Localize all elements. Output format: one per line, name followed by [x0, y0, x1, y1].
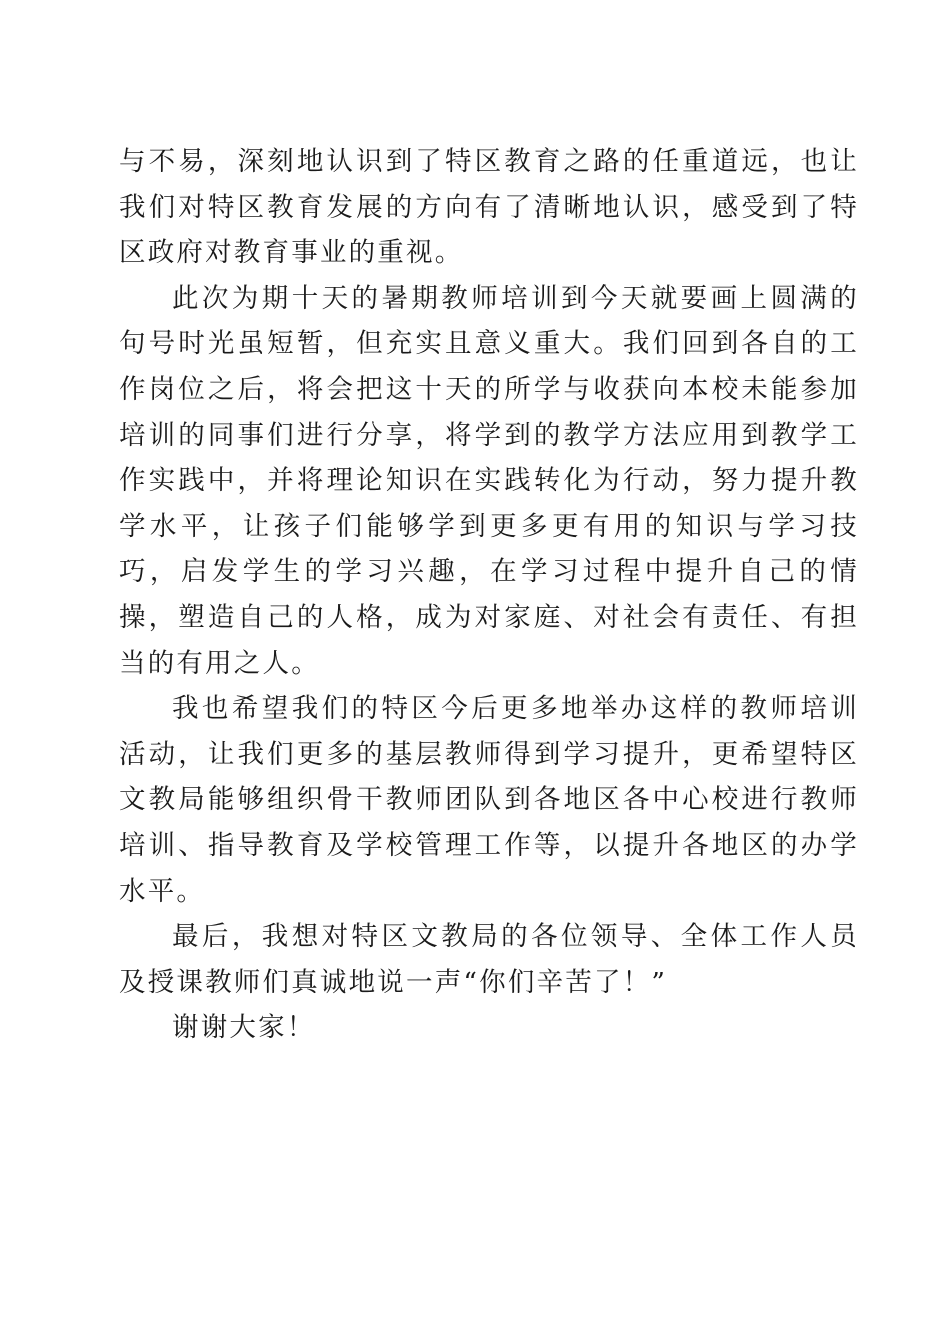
paragraph-continuation: 与不易，深刻地认识到了特区教育之路的任重道远，也让我们对特区教育发展的方向有了清晰地认识，感受到了特区政府对教育事业的重视。	[119, 146, 859, 269]
paragraph-future-hope: 我也希望我们的特区今后更多地举办这样的教师培训活动，让我们更多的基层教师得到学习提升，更希望特区文教局能够组织骨干教师团队到各地区各中心校进行教师培训、指导教育及学校管理工作等，以提升各地区的办学水平。	[119, 693, 859, 907]
paragraph-closing: 谢谢大家！	[172, 1012, 316, 1044]
paragraph-training-summary: 此次为期十天的暑期教师培训到今天就要画上圆满的句号时光虽短暂，但充实且意义重大。我们回到各自的工作岗位之后，将会把这十天的所学与收获向本校未能参加培训的同事们进行分享，将学到的教学方法应用到教学工作实践中，并将理论知识在实践转化为行动，努力提升教学水平，让孩子们能够学到更多更有用的知识与学习技巧，启发学生的学习兴趣，在学习过程中提升自己的情操，塑造自己的人格，成为对家庭、对社会有责任、有担当的有用之人。	[119, 282, 859, 679]
paragraph-thanks-staff: 最后，我想对特区文教局的各位领导、全体工作人员及授课教师们真诚地说一声“你们辛苦了！”	[119, 921, 859, 998]
document-body	[119, 139, 859, 1051]
